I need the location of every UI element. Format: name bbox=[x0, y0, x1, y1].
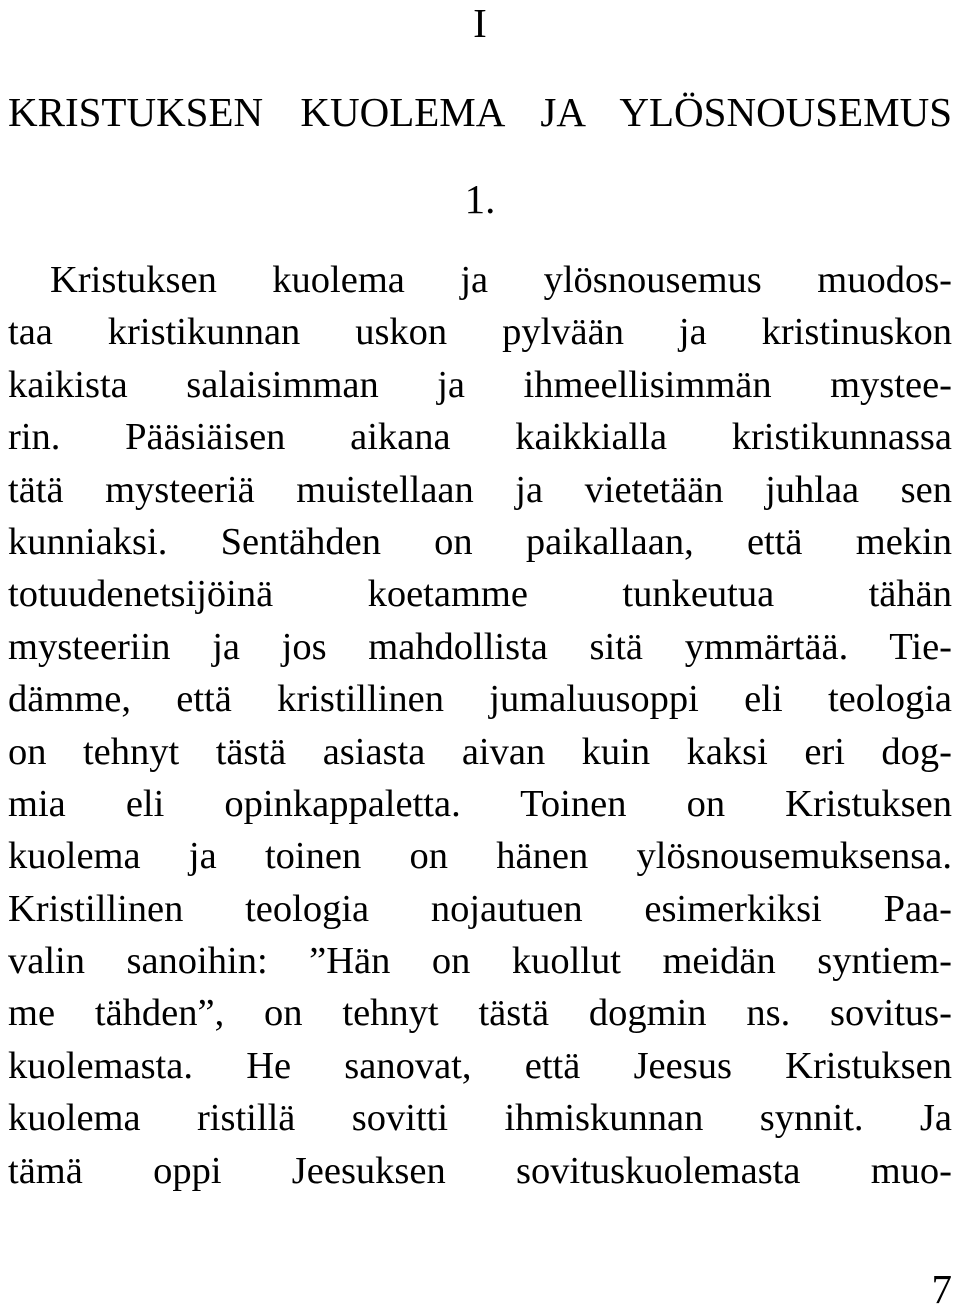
text-line: Kristuksen kuolema ja ylösnousemus muodos- bbox=[50, 259, 952, 301]
text-line: on tehnyt tästä asiasta aivan kuin kaksi eri dog- bbox=[8, 730, 952, 773]
text-line: kunniaksi. Sentähden on paikallaan, että mekin bbox=[8, 520, 952, 563]
text-line: mysteeriin ja jos mahdollista sitä ymmärtää. Tie- bbox=[8, 625, 952, 668]
text-line: dämme, että kristillinen jumaluusoppi eli teologia bbox=[8, 678, 952, 721]
text-line: tätä mysteeriä muistellaan ja vietetään juhlaa sen bbox=[8, 468, 952, 511]
text-line: mia eli opinkappaletta. Toinen on Kristuksen bbox=[8, 782, 952, 825]
section-number: 1. bbox=[464, 176, 496, 222]
text-line: taa kristikunnan uskon pylvään ja kristinuskon bbox=[8, 311, 952, 354]
text-line: kuolema ristillä sovitti ihmiskunnan synnit. Ja bbox=[8, 1097, 952, 1140]
text-line: tämä oppi Jeesuksen sovituskuolemasta muo- bbox=[8, 1149, 952, 1192]
text-line: kuolema ja toinen on hänen ylösnousemuksensa. bbox=[8, 835, 952, 878]
text-line: rin. Pääsiäisen aikana kaikkialla kristikunnassa bbox=[8, 416, 952, 459]
text-line: kuolemasta. He sanovat, että Jeesus Kristuksen bbox=[8, 1044, 952, 1087]
text-line: Kristillinen teologia nojautuen esimerkiksi Paa- bbox=[8, 887, 952, 930]
chapter-number: I bbox=[473, 0, 487, 46]
text-line: me tähden”, on tehnyt tästä dogmin ns. sovitus- bbox=[8, 992, 952, 1035]
body-paragraph bbox=[8, 254, 952, 1197]
text-line: kaikista salaisimman ja ihmeellisimmän mystee- bbox=[8, 363, 952, 406]
text-line: totuudenetsijöinä koetamme tunkeutua tähän bbox=[8, 573, 952, 616]
page-number: 7 bbox=[931, 1266, 952, 1312]
chapter-title: KRISTUKSEN KUOLEMA JA YLÖSNOUSEMUS bbox=[8, 89, 952, 135]
text-line: valin sanoihin: ”Hän on kuollut meidän syntiem- bbox=[8, 940, 952, 983]
